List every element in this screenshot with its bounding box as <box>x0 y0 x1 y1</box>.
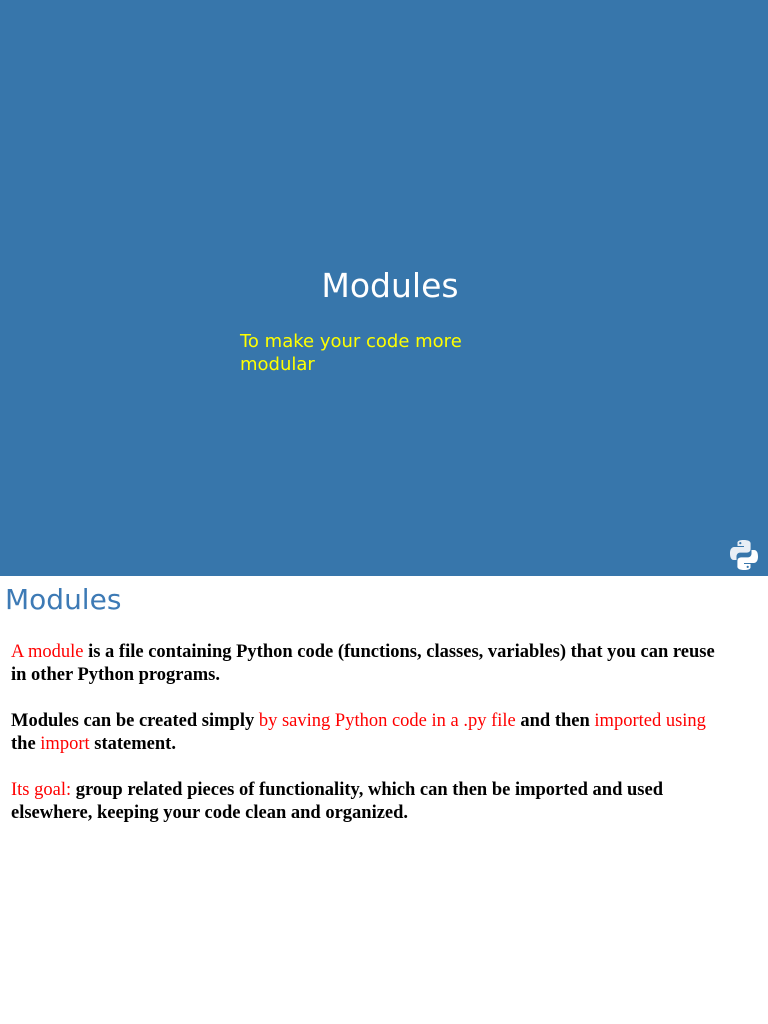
goal-term: Its goal: <box>11 780 72 800</box>
creation-text-g: statement. <box>89 734 176 754</box>
definition-text: is a file containing Python code (functions, classes, variables) that you can reuse in other Python programs. <box>11 642 715 685</box>
creation-highlight-saving: by saving Python code in a .py file <box>258 711 516 731</box>
module-term: A module <box>11 642 84 662</box>
content-slide <box>0 576 768 1024</box>
slide-subtitle: To make your code more modular <box>240 331 462 375</box>
creation-text-c: and then <box>515 711 595 731</box>
content-title: Modules <box>5 583 122 616</box>
creation-highlight-import: import <box>40 734 90 754</box>
definition-paragraph <box>11 641 731 687</box>
slide-title: Modules <box>321 266 459 305</box>
python-logo-icon <box>727 538 761 572</box>
creation-highlight-imported: imported using <box>594 711 706 731</box>
creation-text-e: the <box>11 734 41 754</box>
goal-text: group related pieces of functionality, which can then be imported and used elsewhere, keeping your code clean and organized. <box>11 780 663 823</box>
creation-text-a: Modules can be created simply <box>11 711 259 731</box>
goal-paragraph <box>11 779 731 825</box>
creation-paragraph <box>11 710 731 756</box>
